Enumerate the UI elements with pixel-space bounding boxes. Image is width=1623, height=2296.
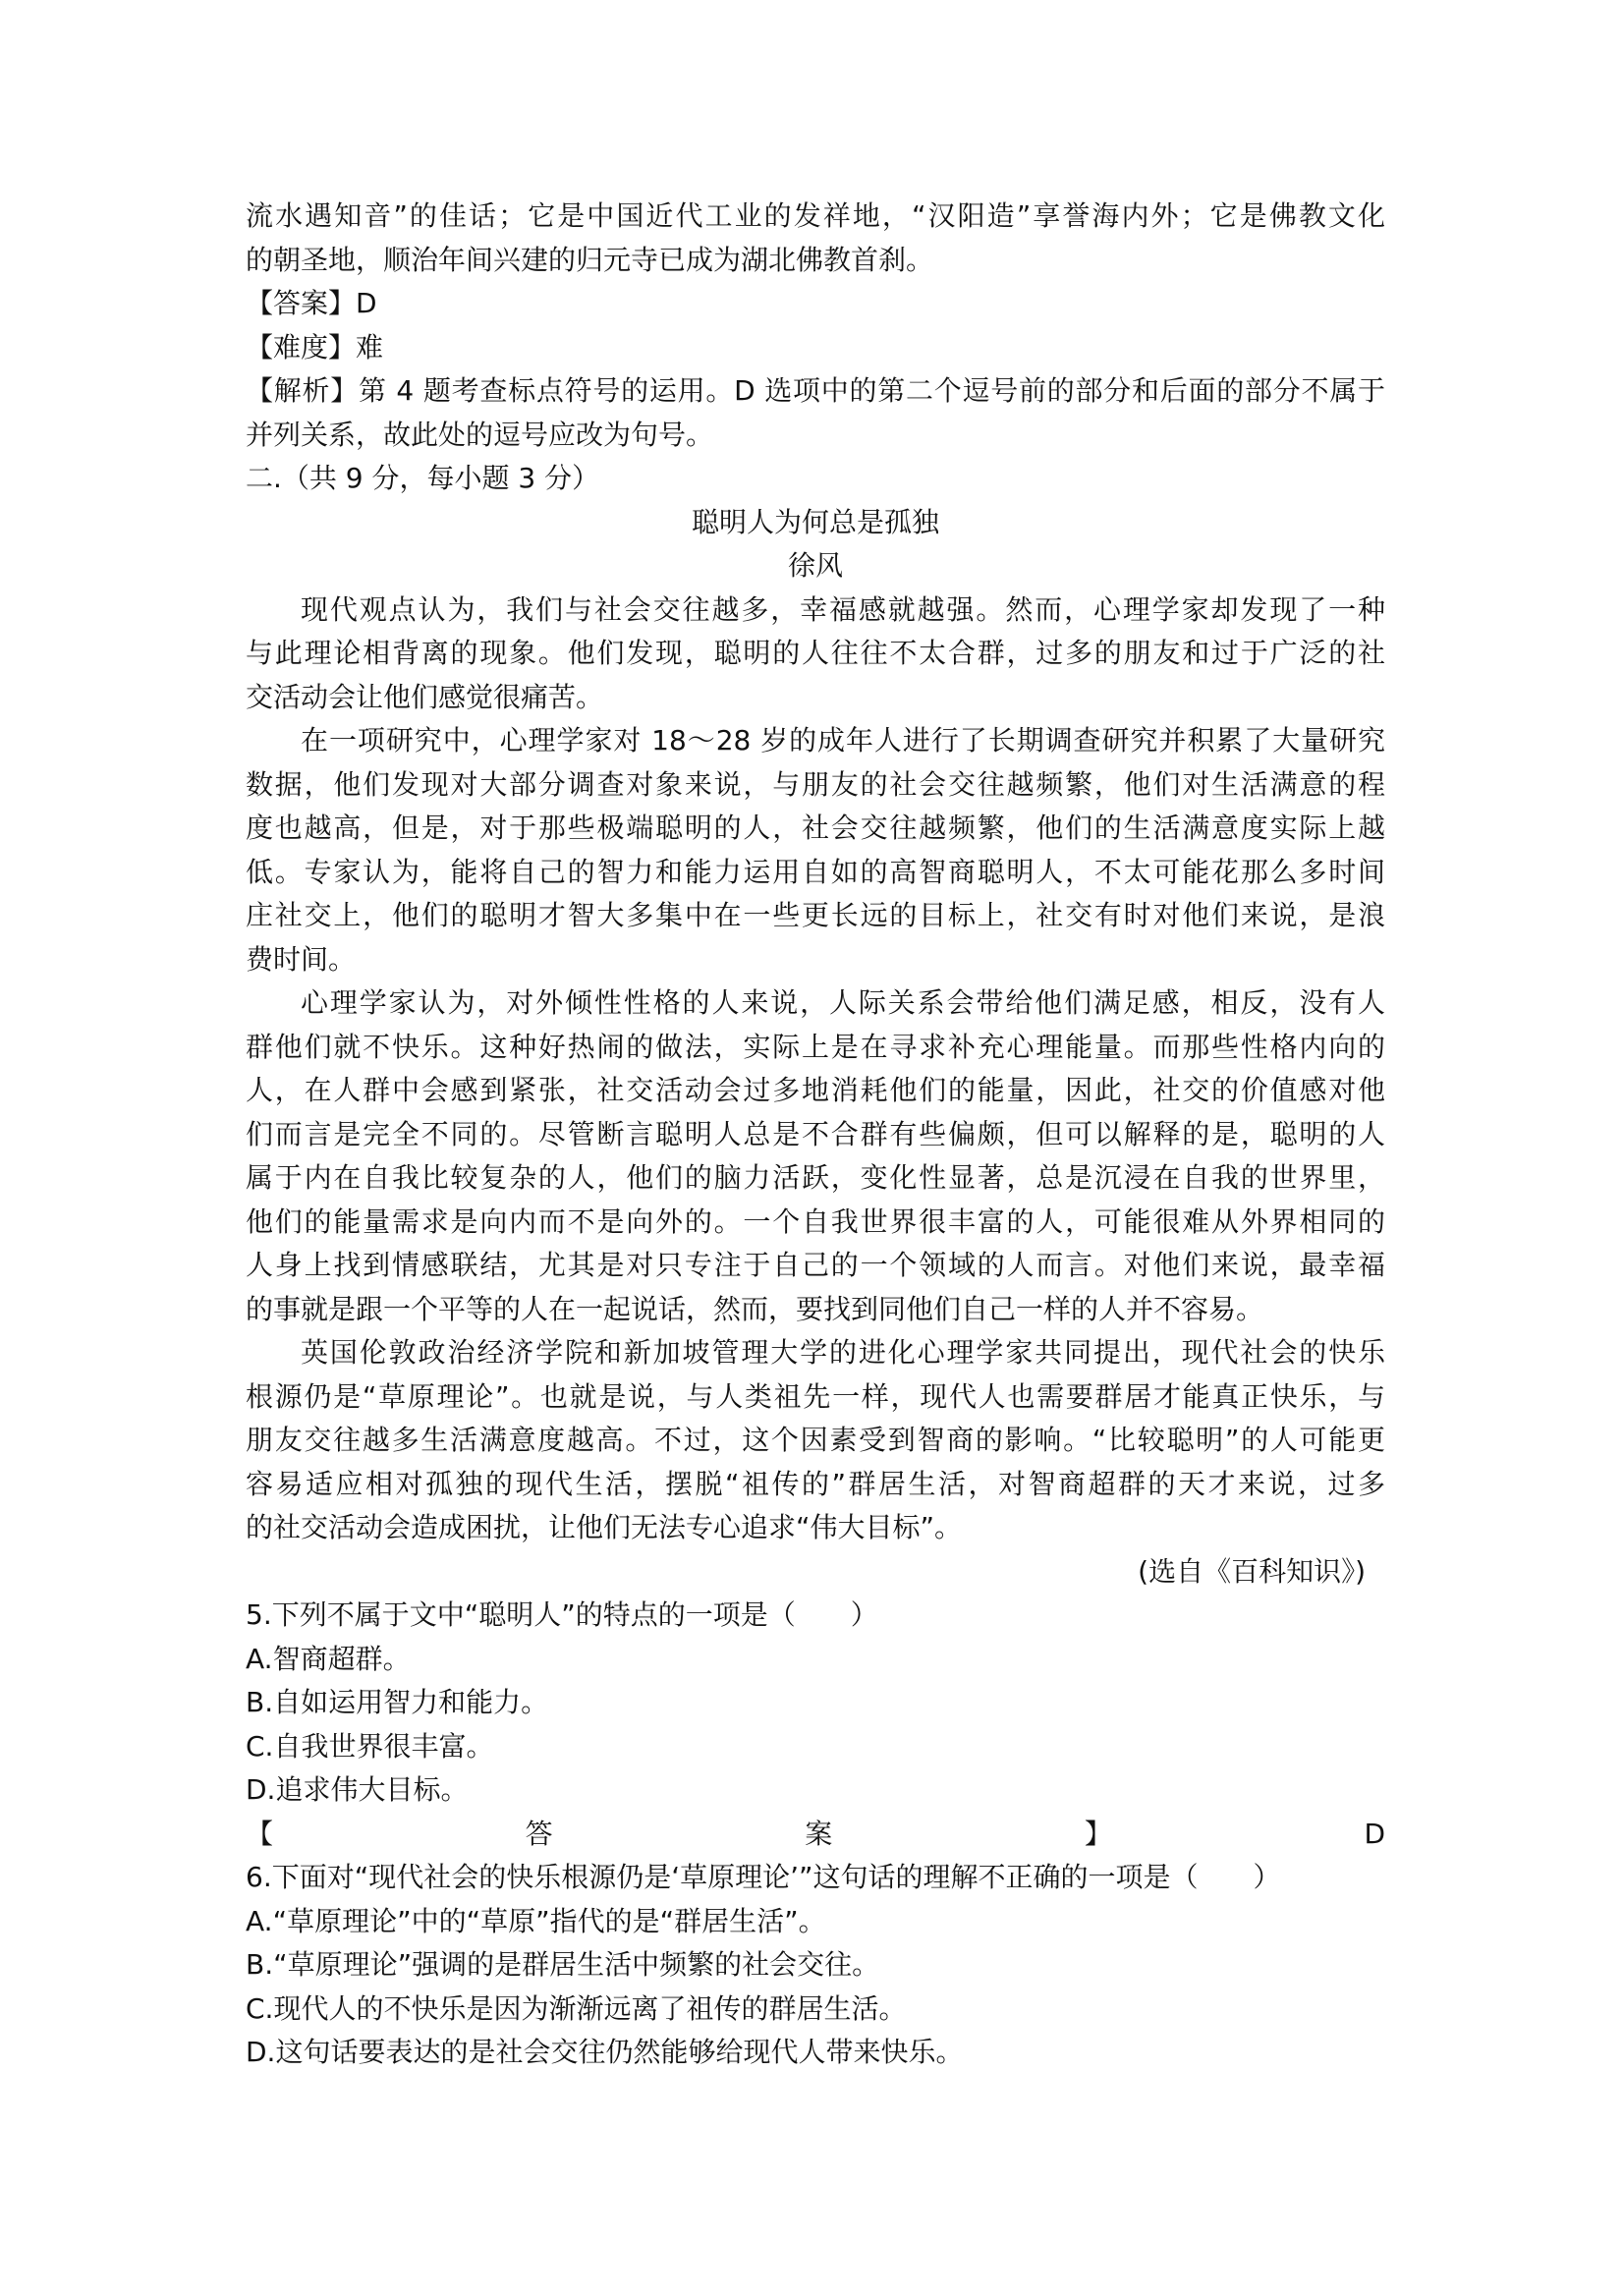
paragraph-line: 低。专家认为，能将自己的智力和能力运用自如的高智商聪明人，不太可能花那么多时间 [246,855,1385,888]
article-title: 聪明人为何总是孤独 [691,505,939,538]
document-content [246,195,1385,2075]
intro-line-1: 流水遇知音”的佳话；它是中国近代工业的发祥地，“汉阳造”享誉海内外；它是佛教文化 [246,199,1385,232]
q5-stem: 5.下列不属于文中“聪明人”的特点的一项是（ ） [246,1598,878,1631]
paragraph-line: 群他们就不快乐。这种好热闹的做法，实际上是在寻求补充心理能量。而那些性格内向的 [246,1030,1385,1063]
paragraph-line: 朋友交往越多生活满意度越高。不过，这个因素受到智商的影响。“比较聪明”的人可能更 [246,1424,1385,1456]
intro-line-2: 的朝圣地，顺治年间兴建的归元寺已成为湖北佛教首刹。 [246,243,934,276]
q5-answer [246,1813,1385,1857]
paragraph-line: 数据，他们发现对大部分调查对象来说，与朋友的社会交往越频繁，他们对生活满意的程 [246,767,1385,801]
answer-char-2: 案 [805,1817,833,1850]
q6-stem: 6.下面对“现代社会的快乐根源仍是‘草原理论’”这句话的理解不正确的一项是（ ） [246,1861,1281,1893]
paragraph-line: 属于内在自我比较复杂的人，他们的脑力活跃，变化性显著，总是沉浸在自我的世界里， [246,1161,1385,1194]
answer-value: D [1364,1817,1385,1850]
q6-option-c: C.现代人的不快乐是因为渐渐远离了祖传的群居生活。 [246,1991,907,2025]
q4-difficulty: 【难度】难 [246,330,384,364]
answer-char-1: 答 [525,1817,553,1850]
q5-option-d: D.追求伟大目标。 [246,1773,469,1806]
article-paragraph-2 [246,719,1385,981]
paragraph-line: 交活动会让他们感觉很痛苦。 [246,680,604,713]
paragraph-line: 容易适应相对孤独的现代生活，摆脱“祖传的”群居生活，对智商超群的天才来说，过多 [246,1467,1385,1500]
paragraph-line: 的社交活动会造成困扰，让他们无法专心追求“伟大目标”。 [246,1511,963,1543]
paragraph-line: 度也越高，但是，对于那些极端聪明的人，社会交往越频繁，他们的生活满意度实际上越 [246,812,1385,844]
paragraph-line: 人，在人群中会感到紧张，社交活动会过多地消耗他们的能量，因此，社交的价值感对他 [246,1074,1385,1106]
paragraph-line: 心理学家认为，对外倾性性格的人来说，人际关系会带给他们满足感，相反，没有人 [301,986,1385,1019]
article-paragraph-1 [246,588,1385,720]
q5-option-b: B.自如运用智力和能力。 [246,1686,549,1718]
paragraph-line: 庄社交上，他们的聪明才智大多集中在一些更长远的目标上，社交有时对他们来说，是浪 [246,899,1385,931]
paragraph-line: 他们的能量需求是向内而不是向外的。一个自我世界很丰富的人，可能很难从外界相同的 [246,1204,1385,1238]
paragraph-line: 们而言是完全不同的。尽管断言聪明人总是不合群有些偏颇，但可以解释的是，聪明的人 [246,1117,1385,1150]
q4-answer: 【答案】D [246,287,377,319]
q4-analysis-line-2: 并列关系，故此处的逗号应改为句号。 [246,418,714,451]
q6-option-a: A.“草原理论”中的“草原”指代的是“群居生活”。 [246,1904,826,1937]
answer-bracket-open: 【 [246,1817,274,1850]
paragraph-line: 人身上找到情感联结，尤其是对只专注于自己的一个领域的人而言。对他们来说，最幸福 [246,1249,1385,1281]
paragraph-line: 英国伦敦政治经济学院和新加坡管理大学的进化心理学家共同提出，现代社会的快乐 [301,1336,1385,1369]
article-source: (选自《百科知识》) [1138,1554,1366,1588]
q4-analysis-line-1: 【解析】第 4 题考查标点符号的运用。D 选项中的第二个逗号前的部分和后面的部分不属于 [246,374,1385,407]
article-paragraph-3 [246,981,1385,1331]
article-author: 徐风 [787,549,843,582]
paragraph-line: 根源仍是“草原理论”。也就是说，与人类祖先一样，现代人也需要群居才能真正快乐，与 [246,1379,1385,1413]
answer-bracket-close: 】 [1084,1817,1112,1850]
q5-option-a: A.智商超群。 [246,1642,411,1675]
paragraph-line: 现代观点认为，我们与社会交往越多，幸福感就越强。然而，心理学家却发现了一种 [301,592,1385,626]
q6-option-b: B.“草原理论”强调的是群居生活中频繁的社会交往。 [246,1948,880,1981]
q5-option-c: C.自我世界很丰富。 [246,1729,494,1763]
paragraph-line: 与此理论相背离的现象。他们发现，聪明的人往往不太合群，过多的朋友和过于广泛的社 [246,637,1385,669]
paragraph-line: 在一项研究中，心理学家对 18～28 岁的成年人进行了长期调查研究并积累了大量研究 [301,724,1385,756]
paragraph-line: 的事就是跟一个平等的人在一起说话，然而，要找到同他们自己一样的人并不容易。 [246,1292,1264,1325]
article-paragraph-4 [246,1331,1385,1550]
q6-option-d: D.这句话要表达的是社会交往仍然能够给现代人带来快乐。 [246,2036,964,2068]
section-heading: 二.（共 9 分，每小题 3 分） [246,462,600,494]
paragraph-line: 费时间。 [246,942,357,976]
